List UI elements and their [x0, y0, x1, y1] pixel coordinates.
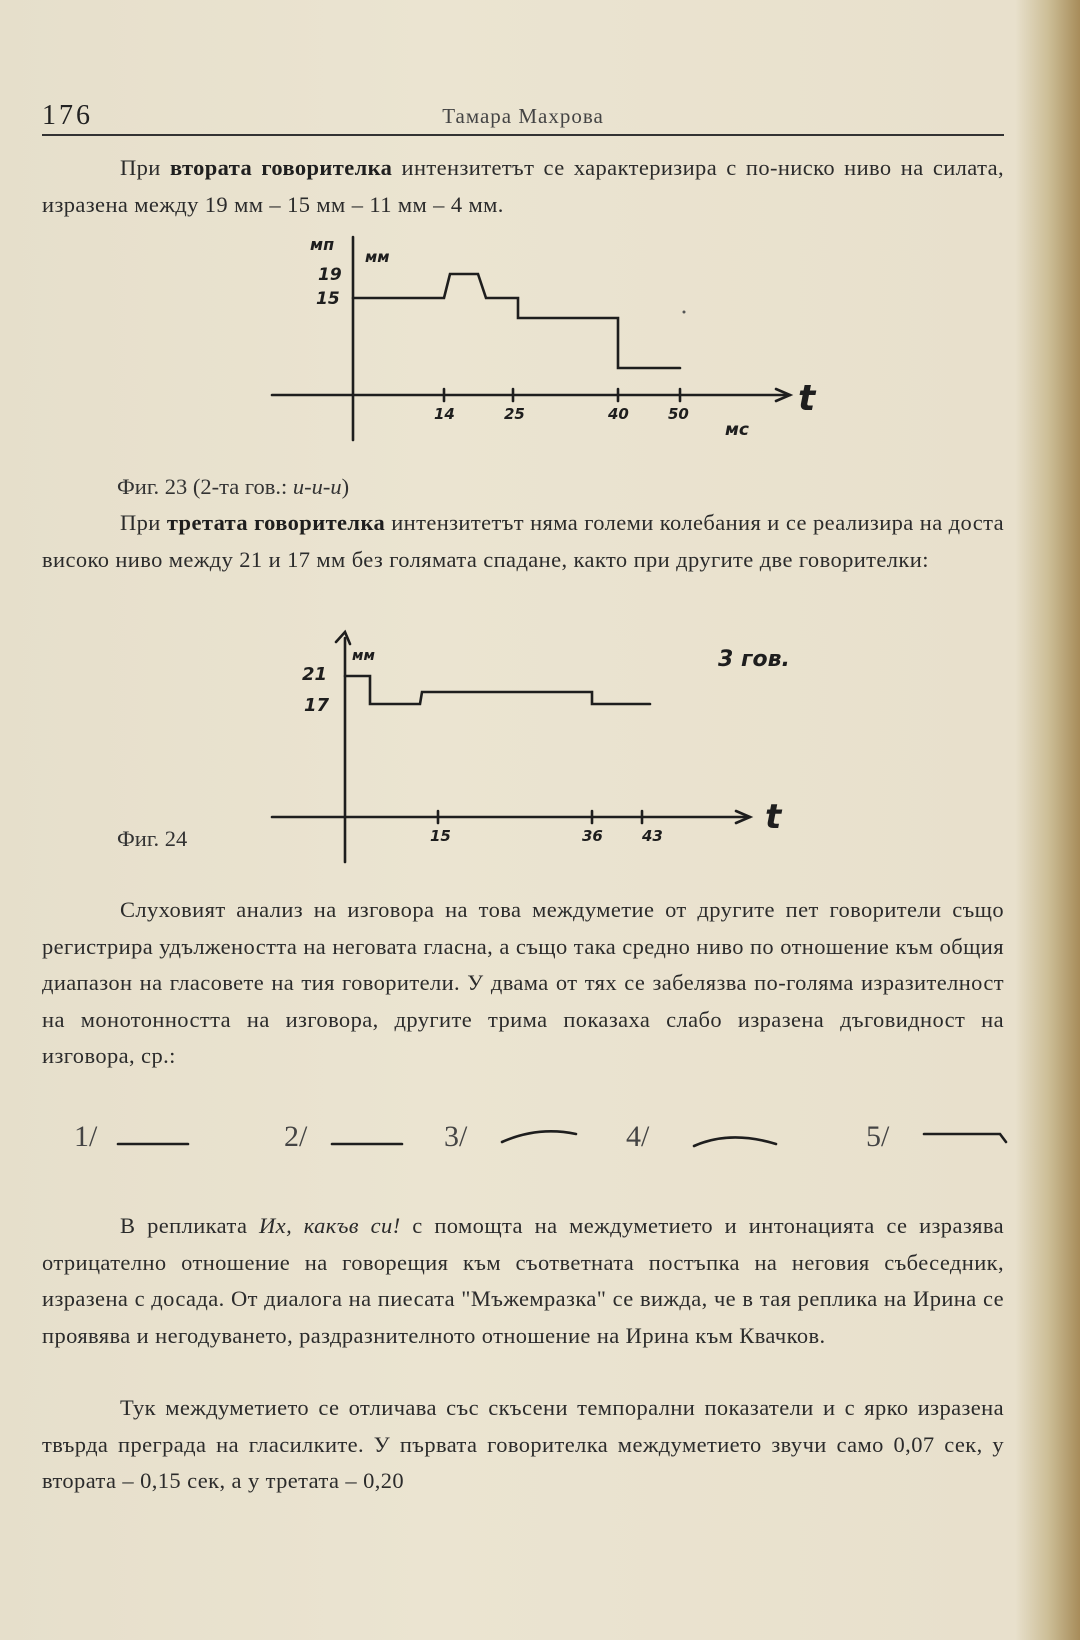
- x-tick-label: 25: [504, 405, 525, 423]
- italic-phrase: Их, какъв си!: [259, 1213, 401, 1238]
- y-tick-label: 19: [318, 265, 342, 285]
- time-axis-label: t: [798, 378, 816, 419]
- bold-term: третата говорителка: [166, 510, 386, 535]
- y-tick-label: 21: [302, 664, 328, 685]
- intensity-curve: [353, 274, 680, 368]
- unit-label: мм: [365, 248, 390, 266]
- figure-23-intensity-graph: [270, 232, 850, 442]
- y-tick-label: 17: [304, 695, 330, 716]
- contour-label-3: 3/: [444, 1120, 468, 1153]
- figure-24-intensity-graph: [270, 630, 810, 865]
- x-tick-label: 14: [434, 405, 455, 423]
- contour-arc-3: [502, 1131, 576, 1142]
- contour-label-5: 5/: [866, 1120, 890, 1153]
- page-number: 176: [42, 100, 93, 131]
- paragraph-second-speaker: При втората говорителка интензитетът се характеризира с по-ниско ниво на силата, изразена между 19 мм – 15 мм – 11 мм – 4 мм.: [42, 155, 1005, 217]
- x-unit-label: мс: [725, 420, 749, 440]
- intensity-curve: [345, 676, 650, 704]
- unit-label: мм: [352, 648, 375, 664]
- contour-label-2: 2/: [284, 1120, 308, 1153]
- x-tick-label: 36: [582, 827, 603, 845]
- contour-label-1: 1/: [74, 1120, 98, 1153]
- y-unit-label: мп: [310, 235, 335, 254]
- x-tick-label: 40: [608, 405, 629, 423]
- paragraph-duration: Тук междуметието се отличава със скъсени темпорални показатели и с ярко изразена твърда преграда на гласилките. У първата говорителка междуметието звучи само 0,07 сек, у втората – 0,15 сек, а у третата – 0,20: [42, 1395, 1004, 1493]
- running-head: Тамара Махрова: [442, 104, 604, 128]
- x-tick-label: 43: [642, 827, 663, 845]
- x-tick-label: 15: [430, 827, 451, 845]
- figure-23-caption: Фиг. 23 (2-та гов.: и-и-и): [117, 474, 350, 499]
- x-tick-label: 50: [668, 405, 689, 423]
- bold-term: втората говорителка: [169, 155, 393, 180]
- paragraph-third-speaker: При третата говорителка интензитетът няма големи колебания и се реализира на доста високо ниво между 21 и 17 мм без голямата спадане, както при другите две говорителки:: [42, 510, 1005, 572]
- figure-24-caption: Фиг. 24: [117, 826, 188, 851]
- contour-flat-5: [924, 1134, 1006, 1142]
- paragraph-replica: В репликата Их, какъв си! с помощта на междуметието и интонацията се изразява отрицателно отношение на говорещия към съответната постъпка на неговия събеседник, изразена с досада. От диалога на пиесата "Мъжемразка" се вижда, че в тая реплика на Ирина се проявява и негодуването, раздразнителното отношение на Ирина към Квачков.: [42, 1213, 1004, 1348]
- paragraph-auditory-analysis: Слуховият анализ на изговора на това междуметие от другите пет говорители също регистрира удължеността на неговата гласна, а също така средно ниво по отношение към общия диапазон на гласовете на тия говорители. У двама от тях се забелязва по-голяма изразителност на монотонността на изговора, другите трима показаха слабо изразена дъговидност на изговора, ср.:: [42, 897, 1004, 1068]
- y-tick-label: 15: [316, 289, 340, 309]
- contour-label-4: 4/: [626, 1120, 650, 1153]
- speaker-label: 3 гов.: [718, 647, 790, 672]
- contour-arc-4: [694, 1137, 776, 1146]
- page-header: [42, 98, 1004, 136]
- time-axis-label: t: [765, 797, 782, 837]
- y-axis-arrow-head: [336, 632, 350, 644]
- intonation-contours: [0, 1112, 1080, 1162]
